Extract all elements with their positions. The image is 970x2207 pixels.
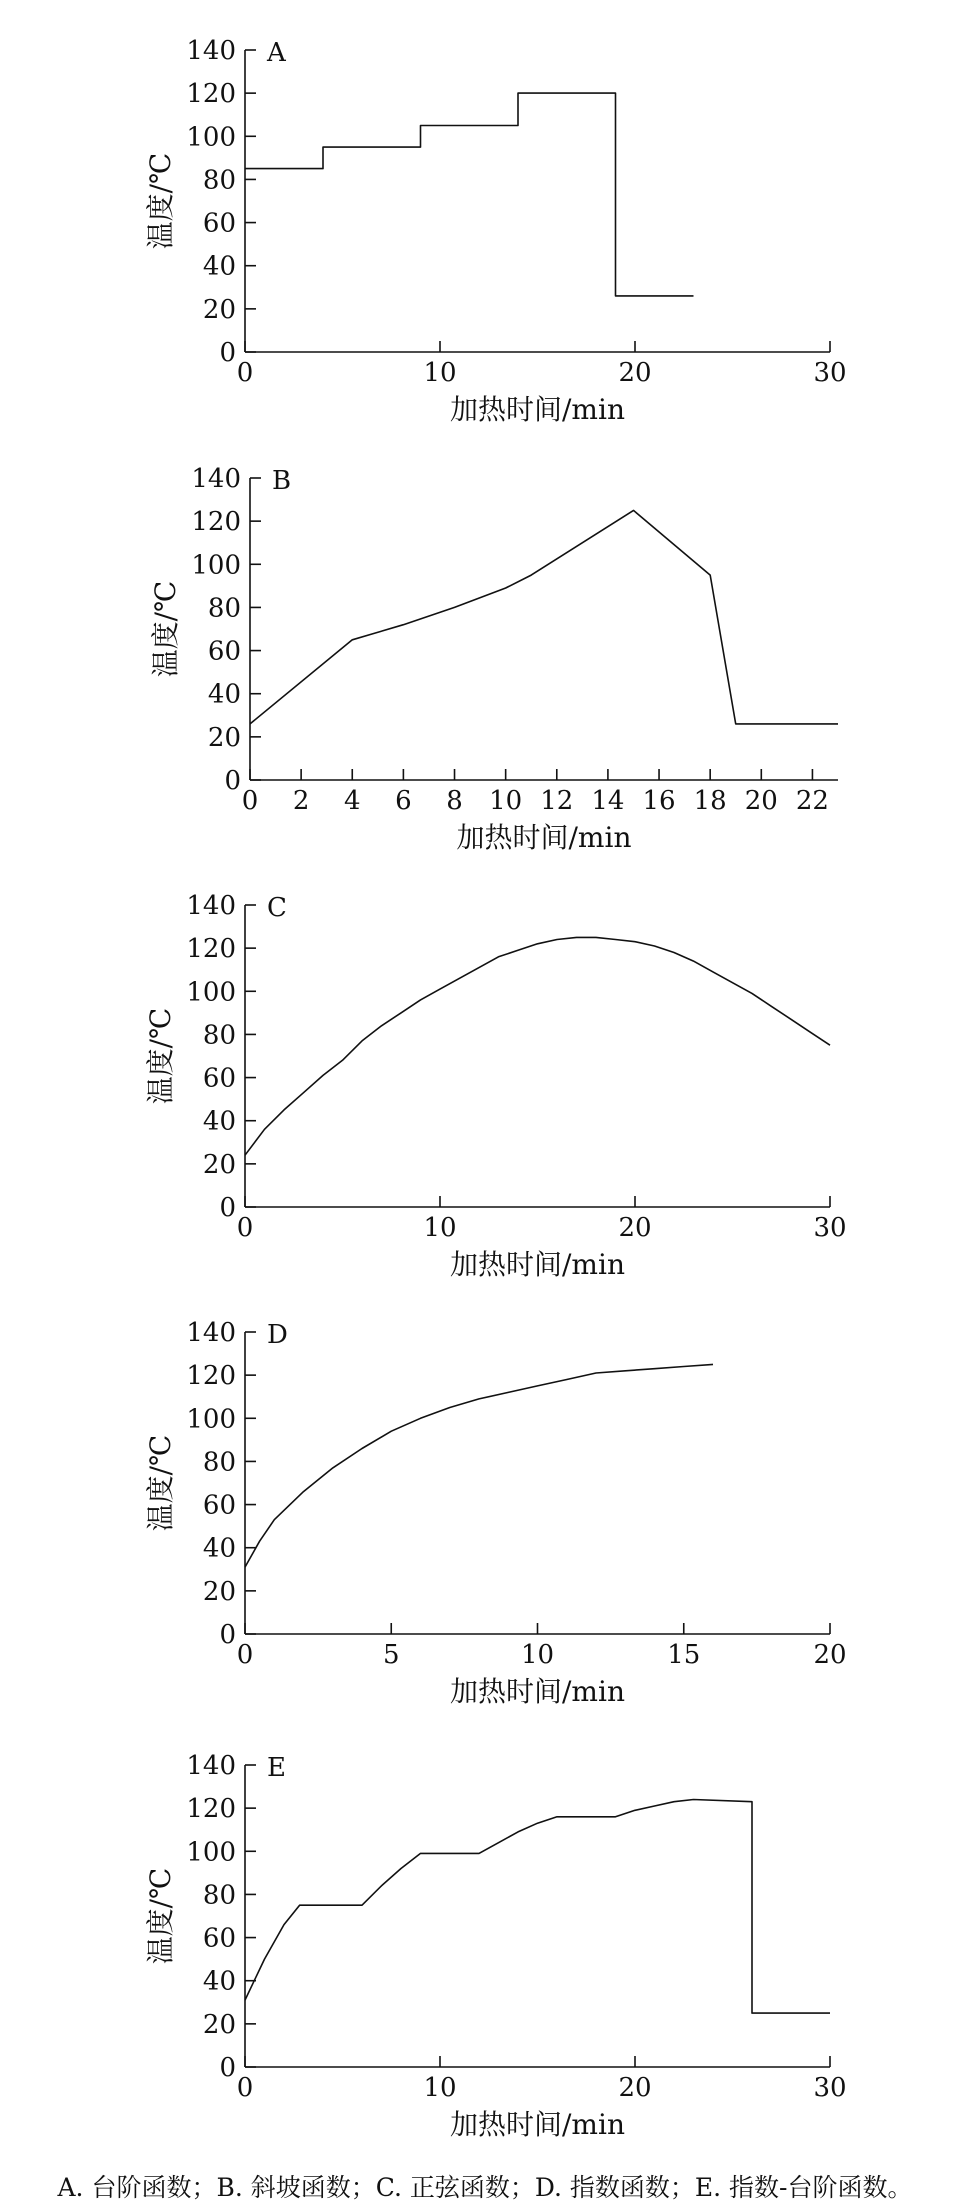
x-tick-label: 20 — [744, 786, 778, 816]
x-tick-label: 20 — [618, 2073, 652, 2103]
y-tick-label: 100 — [191, 550, 241, 581]
y-tick-label: 60 — [202, 208, 236, 239]
x-tick-label: 10 — [423, 2073, 457, 2103]
x-tick-label: 5 — [382, 1640, 400, 1670]
panel-label: D — [267, 1320, 288, 1350]
x-tick-label: 20 — [618, 358, 652, 388]
y-tick-label: 0 — [219, 2053, 236, 2083]
y-tick-label: 60 — [202, 1490, 236, 1521]
panel-label: B — [272, 466, 292, 496]
y-tick-label: 80 — [207, 593, 241, 624]
x-tick-label: 10 — [423, 358, 457, 388]
y-tick-label: 140 — [186, 891, 236, 921]
y-axis-label: 温度/℃ — [144, 152, 177, 250]
x-tick-label: 0 — [241, 786, 259, 816]
y-tick-label: 20 — [202, 2009, 236, 2040]
y-tick-label: 40 — [202, 1966, 236, 1997]
y-tick-label: 40 — [202, 251, 236, 282]
y-tick-label: 60 — [202, 1923, 236, 1954]
x-tick-label: 6 — [395, 786, 412, 816]
y-tick-label: 0 — [219, 338, 236, 368]
x-tick-label: 30 — [813, 358, 847, 388]
x-tick-label: 12 — [540, 786, 574, 816]
x-axis-label: 加热时间/min — [450, 1248, 625, 1281]
x-tick-label: 4 — [343, 786, 361, 816]
y-tick-label: 20 — [202, 294, 236, 325]
y-tick-label: 0 — [219, 1193, 236, 1223]
x-axis-label: 加热时间/min — [456, 821, 632, 854]
chart-panel — [144, 891, 847, 1281]
x-tick-label: 18 — [693, 786, 727, 816]
series-line — [245, 937, 830, 1155]
x-axis-label: 加热时间/min — [450, 1675, 625, 1708]
x-tick-label: 10 — [423, 1213, 457, 1243]
y-tick-label: 80 — [202, 1880, 236, 1911]
y-axis-label: 温度/℃ — [149, 580, 182, 678]
y-tick-label: 20 — [202, 1149, 236, 1180]
panel-label: A — [267, 38, 286, 68]
y-tick-label: 120 — [186, 1361, 236, 1392]
y-tick-label: 20 — [207, 722, 241, 753]
panel-label: E — [267, 1753, 286, 1783]
y-tick-label: 100 — [186, 122, 236, 153]
y-tick-label: 80 — [202, 165, 236, 196]
x-tick-label: 22 — [795, 786, 829, 816]
series-line — [245, 1800, 830, 2014]
y-tick-label: 60 — [202, 1063, 236, 1094]
x-axis-label: 加热时间/min — [450, 2108, 625, 2141]
y-axis-label: 温度/℃ — [144, 1007, 177, 1105]
figure-caption: A. 台阶函数；B. 斜坡函数；C. 正弦函数；D. 指数函数；E. 指数-台阶函数。 — [57, 2173, 913, 2202]
y-tick-label: 40 — [207, 679, 241, 710]
series-line — [250, 510, 838, 724]
x-tick-label: 15 — [667, 1640, 701, 1670]
y-tick-label: 40 — [202, 1533, 236, 1564]
x-tick-label: 2 — [292, 786, 310, 816]
y-tick-label: 40 — [202, 1106, 236, 1137]
chart-panel — [144, 1751, 847, 2141]
x-tick-label: 16 — [642, 786, 676, 816]
y-axis-label: 温度/℃ — [144, 1867, 177, 1965]
x-tick-label: 0 — [236, 2073, 254, 2103]
x-tick-label: 10 — [489, 786, 523, 816]
x-tick-label: 20 — [618, 1213, 652, 1243]
y-tick-label: 120 — [186, 79, 236, 110]
y-tick-label: 140 — [186, 36, 236, 66]
y-tick-label: 140 — [191, 464, 241, 494]
y-tick-label: 120 — [191, 507, 241, 538]
y-tick-label: 120 — [186, 934, 236, 965]
x-tick-label: 30 — [813, 2073, 847, 2103]
x-tick-label: 14 — [591, 786, 625, 816]
y-tick-label: 140 — [186, 1318, 236, 1348]
x-tick-label: 0 — [236, 1213, 254, 1243]
y-tick-label: 80 — [202, 1447, 236, 1478]
y-axis-label: 温度/℃ — [144, 1434, 177, 1532]
y-tick-label: 20 — [202, 1576, 236, 1607]
series-line — [245, 1364, 713, 1567]
x-axis-label: 加热时间/min — [450, 393, 625, 426]
x-tick-label: 10 — [520, 1640, 555, 1670]
y-tick-label: 80 — [202, 1020, 236, 1051]
chart-panel — [144, 36, 847, 426]
y-tick-label: 100 — [186, 1837, 236, 1868]
y-tick-label: 140 — [186, 1751, 236, 1781]
y-tick-label: 0 — [224, 766, 241, 796]
x-tick-label: 20 — [813, 1640, 847, 1670]
x-tick-label: 0 — [236, 358, 254, 388]
y-tick-label: 120 — [186, 1794, 236, 1825]
x-tick-label: 0 — [236, 1640, 254, 1670]
y-tick-label: 100 — [186, 977, 236, 1008]
y-tick-label: 60 — [207, 636, 241, 667]
chart-panel — [149, 464, 838, 854]
y-tick-label: 0 — [219, 1620, 236, 1650]
series-line — [245, 93, 694, 296]
y-tick-label: 100 — [186, 1404, 236, 1435]
x-tick-label: 8 — [446, 786, 463, 816]
panel-label: C — [267, 893, 287, 923]
x-tick-label: 30 — [813, 1213, 847, 1243]
chart-panel — [144, 1318, 847, 1708]
